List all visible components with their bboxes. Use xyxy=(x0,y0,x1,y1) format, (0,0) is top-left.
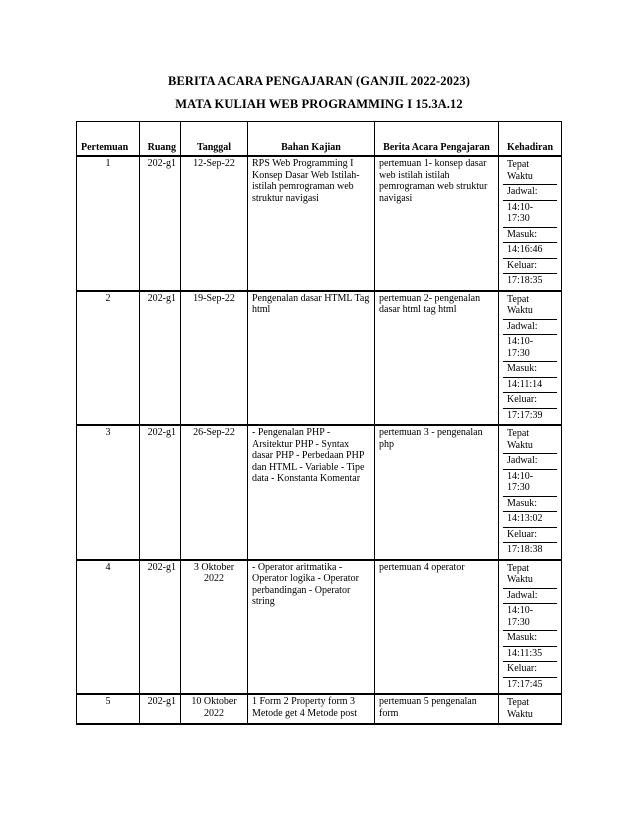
attendance-status: Tepat Waktu xyxy=(507,697,533,720)
date-cell: 10 Oktober 2022 xyxy=(181,694,248,724)
report-cell: pertemuan 4 operator xyxy=(375,560,499,695)
meeting-number: 1 xyxy=(77,156,140,291)
check-in-value: 14:13:02 xyxy=(503,511,557,527)
schedule-value: 14:10-17:30 xyxy=(503,200,557,227)
room-cell: 202-g1 xyxy=(140,291,181,426)
table-row xyxy=(77,425,562,560)
check-out-label: Keluar: xyxy=(503,392,557,408)
header-pertemuan: Pertemuan xyxy=(77,122,140,157)
room-cell: 202-g1 xyxy=(140,560,181,695)
attendance-status: Tepat Waktu xyxy=(507,428,533,451)
check-in-label: Masuk: xyxy=(503,227,557,243)
check-out-value: 17:18:35 xyxy=(503,273,557,289)
schedule-value: 14:10-17:30 xyxy=(503,469,557,496)
check-out-value: 17:18:38 xyxy=(503,542,557,558)
topic-cell: RPS Web Programming I Konsep Dasar Web Istilah-istilah pemrograman web struktur navigasi xyxy=(248,156,375,291)
report-table xyxy=(76,121,562,725)
header-ruang: Ruang xyxy=(140,122,181,157)
table-header-row xyxy=(77,122,562,157)
room-cell: 202-g1 xyxy=(140,425,181,560)
schedule-label: Jadwal: xyxy=(503,588,557,604)
schedule-label: Jadwal: xyxy=(503,184,557,200)
check-in-value: 14:11:35 xyxy=(503,646,557,662)
attendance-status: Tepat Waktu xyxy=(507,293,533,316)
report-cell: pertemuan 1- konsep dasar web istilah istilah pemrograman web struktur navigasi xyxy=(375,156,499,291)
attendance-cell xyxy=(499,156,562,291)
schedule-label: Jadwal: xyxy=(503,319,557,335)
meeting-number: 2 xyxy=(77,291,140,426)
topic-cell: - Pengenalan PHP - Arsitektur PHP - Syntax dasar PHP - Perbedaan PHP dan HTML - Variable - Tipe data - Konstanta Komentar xyxy=(248,425,375,560)
header-kehadiran: Kehadiran xyxy=(499,122,562,157)
check-in-label: Masuk: xyxy=(503,630,557,646)
header-bahan-kajian: Bahan Kajian xyxy=(248,122,375,157)
table-row xyxy=(77,291,562,426)
schedule-label: Jadwal: xyxy=(503,453,557,469)
attendance-cell xyxy=(499,560,562,695)
schedule-value: 14:10-17:30 xyxy=(503,603,557,630)
date-cell: 12-Sep-22 xyxy=(181,156,248,291)
check-out-value: 17:17:45 xyxy=(503,677,557,693)
attendance-status: Tepat Waktu xyxy=(507,159,533,182)
check-in-label: Masuk: xyxy=(503,496,557,512)
report-cell: pertemuan 5 pengenalan form xyxy=(375,694,499,724)
document-subtitle: MATA KULIAH WEB PROGRAMMING I 15.3A.12 xyxy=(175,97,463,111)
topic-cell: - Operator aritmatika - Operator logika - Operator perbandingan - Operator string xyxy=(248,560,375,695)
date-cell: 19-Sep-22 xyxy=(181,291,248,426)
check-in-label: Masuk: xyxy=(503,361,557,377)
topic-cell: Pengenalan dasar HTML Tag html xyxy=(248,291,375,426)
check-out-label: Keluar: xyxy=(503,527,557,543)
header-tanggal: Tanggal xyxy=(181,122,248,157)
table-row xyxy=(77,694,562,724)
date-cell: 3 Oktober 2022 xyxy=(181,560,248,695)
room-cell: 202-g1 xyxy=(140,694,181,724)
meeting-number: 3 xyxy=(77,425,140,560)
meeting-number: 4 xyxy=(77,560,140,695)
check-in-value: 14:16:46 xyxy=(503,242,557,258)
report-cell: pertemuan 3 - pengenalan php xyxy=(375,425,499,560)
attendance-status: Tepat Waktu xyxy=(507,562,533,585)
report-cell: pertemuan 2- pengenalan dasar html tag html xyxy=(375,291,499,426)
date-cell: 26-Sep-22 xyxy=(181,425,248,560)
table-row xyxy=(77,156,562,291)
attendance-cell xyxy=(499,291,562,426)
check-out-label: Keluar: xyxy=(503,661,557,677)
document-title: BERITA ACARA PENGAJARAN (GANJIL 2022-2023) xyxy=(168,74,470,88)
room-cell: 202-g1 xyxy=(140,156,181,291)
check-out-value: 17:17:39 xyxy=(503,408,557,424)
header-berita-acara: Berita Acara Pengajaran xyxy=(375,122,499,157)
schedule-value: 14:10-17:30 xyxy=(503,334,557,361)
attendance-cell xyxy=(499,425,562,560)
check-in-value: 14:11:14 xyxy=(503,377,557,393)
meeting-number: 5 xyxy=(77,694,140,724)
table-row xyxy=(77,560,562,695)
topic-cell: 1 Form 2 Property form 3 Metode get 4 Metode post xyxy=(248,694,375,724)
attendance-cell xyxy=(499,694,562,724)
check-out-label: Keluar: xyxy=(503,258,557,274)
